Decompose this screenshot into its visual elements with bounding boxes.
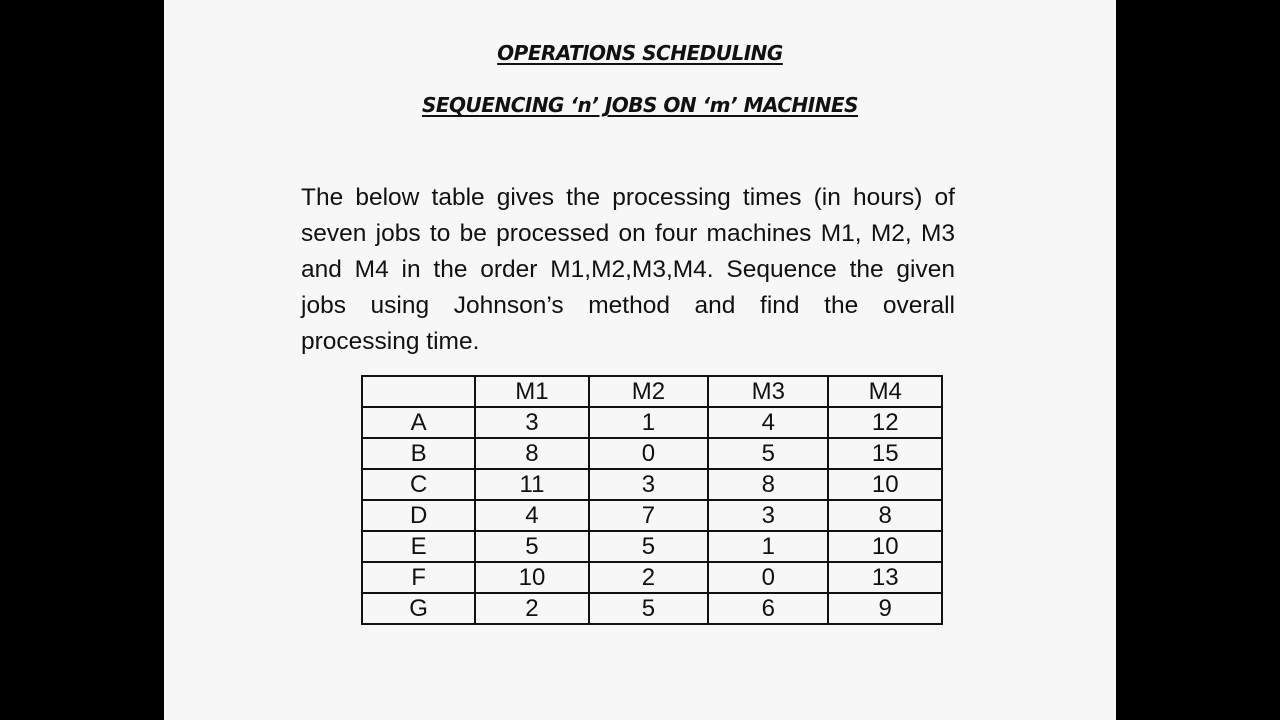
table-row [362,438,942,469]
job-cell: E [362,531,475,562]
header-cell-m2: M2 [589,376,708,407]
m3-cell: 6 [708,593,828,624]
m4-cell: 10 [828,531,942,562]
table-row [362,593,942,624]
m3-cell: 4 [708,407,828,438]
m2-cell: 0 [589,438,708,469]
m1-cell: 5 [475,531,589,562]
job-cell: D [362,500,475,531]
m4-cell: 8 [828,500,942,531]
m2-cell: 7 [589,500,708,531]
m2-cell: 5 [589,593,708,624]
problem-statement: The below table gives the processing times (in hours) of seven jobs to be processed on four machines M1, M2, M3 and M4 in the order M1,M2,M3,M4. Sequence the given jobs using Johnson’s method and find the overall processing time. [301,184,955,355]
m4-cell: 13 [828,562,942,593]
m1-cell: 8 [475,438,589,469]
slide-title: OPERATIONS SCHEDULING [497,41,783,65]
table-row [362,500,942,531]
m3-cell: 5 [708,438,828,469]
header-cell-m4: M4 [828,376,942,407]
m4-cell: 12 [828,407,942,438]
m3-cell: 3 [708,500,828,531]
job-cell: F [362,562,475,593]
m3-cell: 0 [708,562,828,593]
m4-cell: 9 [828,593,942,624]
m1-cell: 10 [475,562,589,593]
table-row [362,562,942,593]
job-cell: A [362,407,475,438]
m2-cell: 3 [589,469,708,500]
job-cell: C [362,469,475,500]
m3-cell: 1 [708,531,828,562]
m1-cell: 4 [475,500,589,531]
slide [164,0,1116,720]
m4-cell: 15 [828,438,942,469]
slide-subtitle: SEQUENCING ‘n’ JOBS ON ‘m’ MACHINES [421,93,859,117]
table-row [362,531,942,562]
header-cell-job [362,376,475,407]
m1-cell: 3 [475,407,589,438]
table-row [362,469,942,500]
job-cell: G [362,593,475,624]
m1-cell: 11 [475,469,589,500]
job-cell: B [362,438,475,469]
processing-times-table [361,375,943,625]
table-row [362,407,942,438]
m1-cell: 2 [475,593,589,624]
header-cell-m1: M1 [475,376,589,407]
m2-cell: 2 [589,562,708,593]
m2-cell: 5 [589,531,708,562]
table-header-row [362,376,942,407]
m4-cell: 10 [828,469,942,500]
m3-cell: 8 [708,469,828,500]
header-cell-m3: M3 [708,376,828,407]
m2-cell: 1 [589,407,708,438]
